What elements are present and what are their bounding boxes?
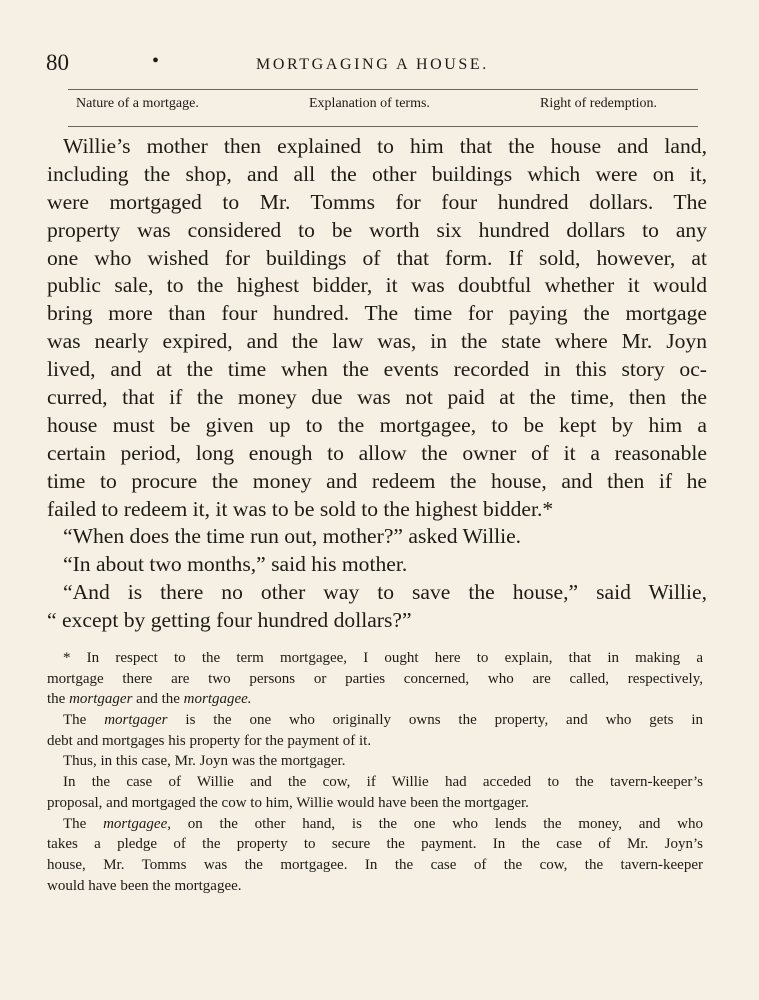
text-line: including the shop, and all the other buildings which were on it, [47, 161, 707, 186]
text-line: Willie’s mother then explained to him that the house and land, [63, 134, 707, 158]
footnote-text: The [63, 712, 105, 729]
sidenote-rule-top [68, 89, 698, 90]
running-title: MORTGAGING A HOUSE. [256, 56, 489, 73]
footnote-text: and the [132, 691, 184, 708]
text-line: bring more than four hundred. The time for paying the mortgage [47, 301, 707, 326]
text-line: property was considered to be worth six hundred dollars to any [47, 217, 707, 242]
text-line: certain period, long enough to allow the owner of it a reasonable [47, 440, 707, 465]
text-line: “And is there no other way to save the house,” said Willie, [63, 580, 707, 605]
footnote-line: proposal, and mortgaged the cow to him, Willie would have been the mortgager. [47, 794, 529, 811]
footnote-term: mortgager [104, 712, 168, 729]
text-line: “When does the time run out, mother?” asked Willie. [63, 524, 522, 549]
footnote-text: is the one who originally owns the property, and who gets in [167, 712, 703, 729]
footnote [47, 648, 703, 898]
footnote-line: would have been the mortgagee. [47, 877, 242, 894]
text-line: one who wished for buildings of that form. If sold, however, at [47, 245, 707, 270]
footnote-term: mortgagee. [183, 691, 252, 708]
footnote-line [47, 710, 703, 731]
sidenote-nature: Nature of a mortgage. [76, 96, 199, 111]
footnote-line: mortgage there are two persons or parties concerned, who are called, respectively, [47, 670, 703, 687]
footnote-line: takes a pledge of the property to secure the payment. In the case of Mr. Joyn’s [47, 836, 703, 853]
footnote-term: mortgager [69, 691, 133, 708]
text-line: was nearly expired, and the law was, in the state where Mr. Joyn [47, 329, 707, 354]
footnote-line: Thus, in this case, Mr. Joyn was the mortgager. [63, 753, 346, 770]
footnote-term: mortgagee, [103, 815, 171, 832]
text-line: failed to redeem it, it was to be sold to the highest bidder.* [47, 496, 554, 521]
sidenote-explanation: Explanation of terms. [309, 96, 430, 111]
text-line: “In about two months,” said his mother. [63, 552, 408, 577]
text-line: lived, and at the time when the events recorded in this story oc- [47, 357, 707, 382]
page-header [46, 50, 711, 80]
sidenote-rule-bottom [68, 126, 698, 127]
page-number: 80 [46, 50, 69, 75]
footnote-text: The [63, 815, 104, 832]
text-line: were mortgaged to Mr. Tomms for four hundred dollars. The [47, 189, 707, 214]
sidenote-redemption: Right of redemption. [540, 96, 658, 111]
text-line: “ except by getting four hundred dollars?” [47, 608, 412, 633]
footnote-line [47, 689, 703, 710]
footnote-line: house, Mr. Tomms was the mortgagee. In the case of the cow, the tavern-keeper [47, 856, 703, 873]
text-line: time to procure the money and redeem the house, and then if he [47, 468, 707, 493]
footnote-line: In the case of Willie and the cow, if Willie had acceded to the tavern-keeper’s [63, 774, 703, 791]
body-text [47, 133, 707, 635]
header-dot: • [152, 50, 160, 72]
footnote-text: the [47, 691, 70, 708]
footnote-line: * In respect to the term mortgagee, I ought here to explain, that in making a [63, 650, 703, 666]
text-line: public sale, to the highest bidder, it was doubtful whether it would [47, 273, 707, 298]
sidenotes-bar [76, 96, 676, 116]
footnote-text: on the other hand, is the one who lends the money, and who [171, 815, 703, 832]
text-line: curred, that if the money due was not paid at the time, then the [47, 385, 707, 410]
text-line: house must be given up to the mortgagee, to be kept by him a [47, 412, 707, 437]
footnote-line [47, 814, 703, 835]
footnote-line: debt and mortgages his property for the payment of it. [47, 732, 372, 749]
